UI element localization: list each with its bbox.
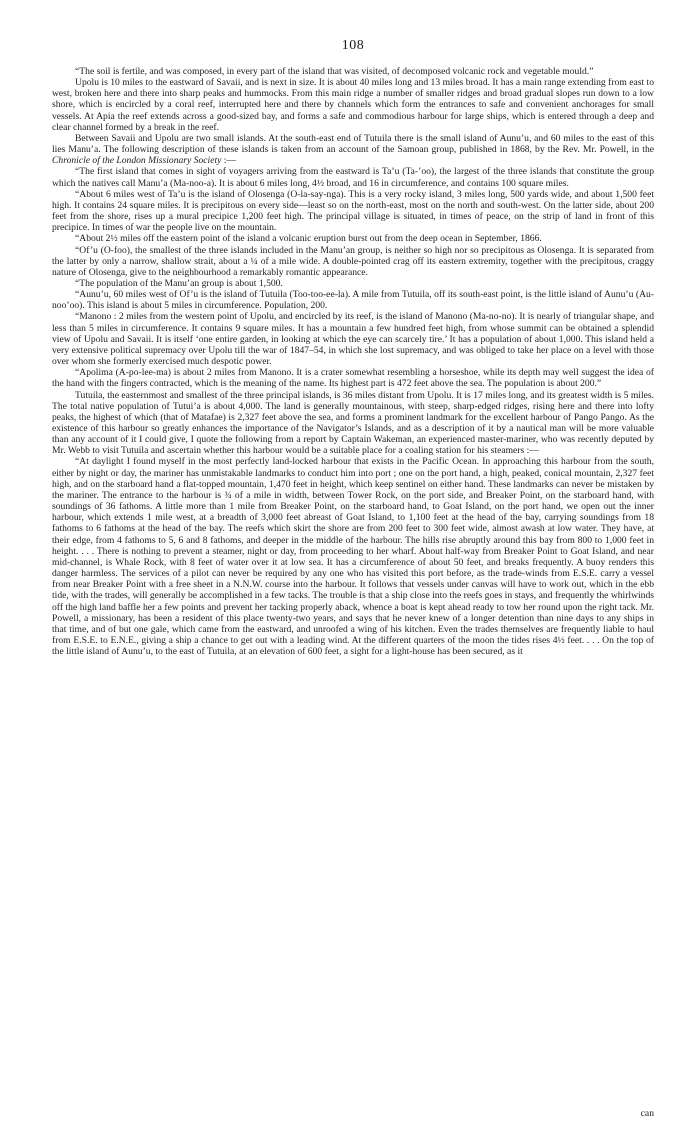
paragraph-small-islands: Between Savaii and Upolu are two small islands. At the south-east end of Tutuila there is the small island of Aunu’u, and 60 miles to the east of this lies Manu’a. The following description of these islands is taken from an account of the Samoan group, published in 1868, by the Rev. Mr. Powell, in the Chronicle of the London Missionary Society :— (52, 132, 654, 167)
paragraph-upolu: Upolu is 10 miles to the eastward of Savaii, and is next in size. It is about 40 miles long and 13 miles broad. It has a main range extending from east to west, broken here and there into sharp peaks and hummocks. From this main ridge a number of smaller ridges and broad gradual slopes run down to a low shore, which is encircled by a coral reef, interrupted here and there by channels which form the entrances to safe and convenient anchorages for small vessels. At Apia the reef extends across a good-sized bay, and forms a safe and commodious harbour for large ships, which is entered through a deep and clear channel formed by a break in the reef. (52, 77, 654, 133)
paragraph-aunuu: “Aunu’u, 60 miles west of Of’u is the island of Tutuila (Too-too-ee-la). A mile from Tutuila, off its south-east point, is the little island of Aunu’u (Au-noo’oo). This island is about 5 miles in circumference. Population, 200. (52, 289, 654, 312)
paragraph-tutuila: Tutuila, the easternmost and smallest of the three principal islands, is 36 miles distant from Upolu. It is 17 miles long, and its greatest width is 5 miles. The total native population of Tutui’a is about 4,000. The land is generally mountainous, with steep, sharp-edged ridges, rising here and there into lofty peaks, the highest of which (that of Matafae) is 2,327 feet above the sea, and forms a prominent landmark for the excellent harbour of Pango Pango. As the existence of this harbour so greatly enhances the importance of the Navigator’s Islands, and as a description of it by a nautical man will be more valuable than any account of it I could give, I quote the following from a report by Captain Wakeman, an experienced master-mariner, who was recently deputed by Mr. Webb to visit Tutuila and ascertain whether this harbour would be a suitable place for a coaling station for his steamers :— (52, 389, 654, 457)
paragraph-manono: “Manono : 2 miles from the western point of Upolu, and encircled by its reef, is the island of Manono (Ma-no-no). It is nearly of triangular shape, and less than 5 miles in circumference. It contains 9 square miles. It has a mountain a few hundred feet high, from whose summit can be obtained a splendid view of Upolu and Savaii. It is itself ‘one entire garden, in looking at which the eye can scarcely tire.’ It has a population of about 1,000. This island held a very extensive political supremacy over Upolu till the war of 1847–54, in which she lost supremacy, and was obliged to take her place on a level with those over whom she formerly exercised much despotic power. (52, 311, 654, 368)
paragraph-soil-quote: “The soil is fertile, and was composed, in every part of the island that was visited, of decomposed volcanic rock and vegetable mould.” (75, 66, 594, 77)
paragraph-eruption: “About 2½ miles off the eastern point of the island a volcanic eruption burst out from the deep ocean in September, 1866. (75, 233, 542, 245)
journal-title: Chronicle of the London Missionary Society (52, 155, 222, 167)
paragraph-ofu: “Of’u (O-foo), the smallest of the three islands included in the Manu’an group, is neither so high nor so precipitous as Olosenga. It is separated from the latter by only a narrow, shallow strait, about a ¼ of a mile wide. A double-pointed crag off its eastern extremity, together with the precipitous, craggy nature of Olosenga, give to the neighbourhood a remarkably romantic appearance. (52, 244, 654, 278)
paragraph-apolima: “Apolima (A-po-lee-ma) is about 2 miles from Manono. It is a crater somewhat resembling a horseshoe, while its depth may well suggest the idea of the hand with the fingers contracted, which is the meaning of the name. Its highest part is 472 feet above the sea. The population is about 200.” (52, 367, 654, 390)
catch-word: can (640, 1108, 654, 1119)
paragraph-tau: “The first island that comes in sight of voyagers arriving from the eastward is Ta’u (Ta-’oo), the largest of the three islands that constitute the group which the natives call Manu’a (Ma-noo-a). It is about 6 miles long, 4½ broad, and 16 in circumference, and contains 100 square miles. (52, 166, 654, 189)
page-number: 108 (341, 38, 365, 53)
paragraph-olosenga: “About 6 miles west of Ta’u is the island of Olosenga (O-la-say-nga). This is a very rocky island, 3 miles long, 500 yards wide, and about 1,500 feet high. It contains 24 square miles. It is precipitous on every side—least so on the north-east, most on the north and south-west. On the latter side, about 200 feet from the shore, rises up a mural precipice 1,200 feet high. The principal village is situated, in times of peace, on the strip of land in front of this precipice. In times of war the people live on the mountain. (52, 188, 654, 234)
paragraph-population-manuan: “The population of the Manu’an group is about 1,500. (75, 277, 283, 289)
paragraph-harbour-report: “At daylight I found myself in the most perfectly land-locked harbour that exists in the Pacific Ocean. In approaching this harbour from the south, either by night or day, the mariner has unmistakable landmarks to conduct him into port ; one on the port hand, a high, peaked, conical mountain, 2,327 feet high, and on the starboard hand a flat-topped mountain, 1,470 feet in height, which keep sentinel on either hand. These landmarks can never be mistaken by the mariner. The entrance to the harbour is ¾ of a mile in width, between Tower Rock, on the port side, and Breaker Point, on the starboard hand, with soundings of 36 fathoms. A little more than 1 mile from Breaker Point, on the starboard hand, to Goat Island, on the port hand, we open out the inner harbour, which extends 1 mile west, at a breadth of 3,000 feet abreast of Goat Island, to 1,100 feet at the head of the bay, carrying soundings from 18 fathoms to 6 fathoms at the head of the bay. The reefs which skirt the shore are from 200 feet to 300 feet wide, almost awash at low water. They have, at their edge, from 4 fathoms to 5, 6 and 8 fathoms, and deeper in the middle of the harbour. The hills rise abruptly around this bay from 800 to 1,000 feet in height. . . . There is nothing to prevent a steamer, night or day, from proceeding to her wharf. About half-way from Breaker Point to Goat Island, and near mid-channel, is Whale Rock, with 8 feet of water over it at low sea. It has a circumference of about 50 feet, and breaks frequently. A buoy renders this danger harmless. The services of a pilot can never be required by any one who has visited this port before, as the trade-winds from E.S.E. carry a vessel from near Breaker Point with a free sheet in a N.N.W. course into the harbour. It follows that vessels under canvas will have to work out, which in the ebb tide, with the trades, will generally be accomplished in a few tacks. The trouble is that a ship close into the reefs goes in stays, and frequently the whirlwinds off the high land baffle her a few points and prevent her tacking properly aback, whence a boat is kept ahead ready to tow her round upon the right tack. Mr. Powell, a missionary, has been a resident of this place twenty-two years, and says that he never knew of a longer detention than nine days to any ships in that time, and of but one gale, which came from the eastward, and unroofed a wing of his kitchen. Even the trades themselves are frequently liable to haul from E.S.E. to E.N.E., giving a ship a chance to get out with a leading wind. At the different quarters of the moon the tides rises 4½ feet. . . . On the top of the little island of Aunu’u, to the east of Tutuila, at an elevation of 600 feet, a sight for a light-house has been secured, as it (52, 456, 654, 658)
body-text (52, 66, 654, 657)
